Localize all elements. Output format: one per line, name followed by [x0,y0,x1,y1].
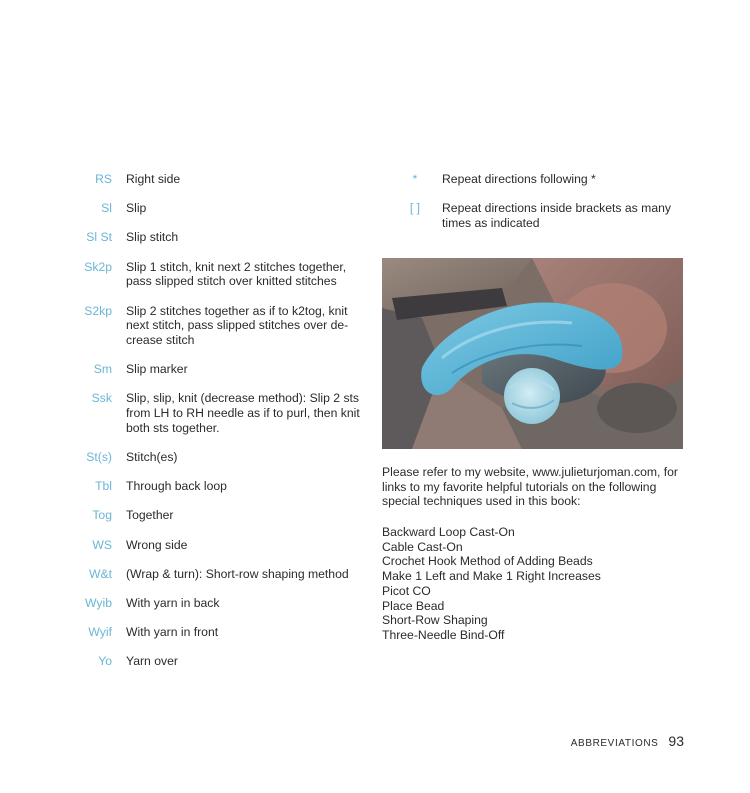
technique-item: Place Bead [382,598,445,613]
technique-item: Crochet Hook Method of Adding Beads [382,554,593,569]
abbreviation-row [60,304,360,348]
abbreviation-definition: Slip 2 stitches together as if to k2tog, knit next stitch, pass slipped stitches over de-crease stitch [126,303,349,347]
abbreviation-term: St(s) [86,449,112,464]
page-number: 93 [668,733,684,749]
abbreviation-term: Ssk [91,391,112,406]
symbol-definition: Repeat directions inside brackets as many times as indicated [442,201,671,230]
symbol-row [400,201,690,230]
abbreviation-term: Sk2p [84,259,112,274]
abbreviation-row [60,567,360,582]
technique-item: Three-Needle Bind-Off [382,627,505,642]
abbreviation-term: W&t [88,566,112,581]
abbreviation-definition: With yarn in back [126,595,220,610]
abbreviation-term: Wyib [85,595,112,610]
techniques-list [382,525,692,643]
abbreviation-term: RS [95,172,112,186]
abbreviation-definition: With yarn in front [126,625,219,640]
abbreviation-row [60,362,360,377]
abbreviation-term: WS [92,537,112,552]
abbreviation-term: Sl St [86,230,112,245]
abbreviation-definition: Slip marker [126,362,188,377]
abbreviation-definition: Slip [126,201,147,216]
abbreviation-definition: Wrong side [126,537,188,552]
abbreviation-row [60,596,360,611]
abbreviation-row [60,391,360,435]
abbreviation-row [60,230,360,245]
yarn-skeins-photo [382,258,683,449]
symbol-term: [ ] [409,201,421,216]
abbreviation-term: Sl [101,201,112,216]
intro-paragraph: Please refer to my website, www.julieturjoman.com, for links to my favorite helpful tutorials on the following special techniques used in this book: [382,465,678,509]
abbreviations-list [60,172,360,684]
abbreviation-row [60,508,360,523]
symbol-term: * [412,172,418,186]
abbreviation-term: Wyif [88,625,112,640]
technique-item: Picot CO [382,583,431,598]
abbreviation-term: Tog [92,508,112,523]
technique-item: Short-Row Shaping [382,613,488,628]
abbreviation-definition: Slip stitch [126,230,179,245]
abbreviation-row [60,260,360,289]
abbreviation-term: Yo [98,654,112,669]
abbreviation-row [60,479,360,494]
technique-item: Make 1 Left and Make 1 Right Increases [382,569,601,584]
abbreviation-row [60,201,360,216]
abbreviation-definition: Right side [126,172,181,186]
running-footer-title: ABBREVIATIONS [570,738,659,749]
technique-item: Cable Cast-On [382,539,463,554]
symbols-list [400,172,690,245]
abbreviation-definition: Through back loop [126,479,227,494]
yarn-skeins-on-rocks-image [382,258,683,449]
abbreviation-row [60,625,360,640]
abbreviation-row [60,172,360,187]
symbol-row [400,172,690,187]
abbreviation-row [60,450,360,465]
technique-item: Backward Loop Cast-On [382,525,515,539]
abbreviation-term: Tbl [95,479,112,494]
abbreviation-definition: Together [126,508,174,523]
symbol-definition: Repeat directions following * [442,172,596,186]
abbreviation-definition: Slip 1 stitch, knit next 2 stitches together, pass slipped stitch over knitted stitches [126,259,347,289]
abbreviation-term: Sm [93,362,112,377]
abbreviation-definition: Stitch(es) [126,449,178,464]
abbreviation-definition: Slip, slip, knit (decrease method): Slip 2 sts from LH to RH needle as if to purl, then knit both sts together. [126,391,360,435]
abbreviation-row [60,538,360,553]
abbreviation-definition: (Wrap & turn): Short-row shaping method [126,566,349,581]
page-footer [571,733,684,749]
abbreviation-row [60,654,360,669]
abbreviation-definition: Yarn over [126,654,178,669]
abbreviation-term: S2kp [84,303,112,318]
